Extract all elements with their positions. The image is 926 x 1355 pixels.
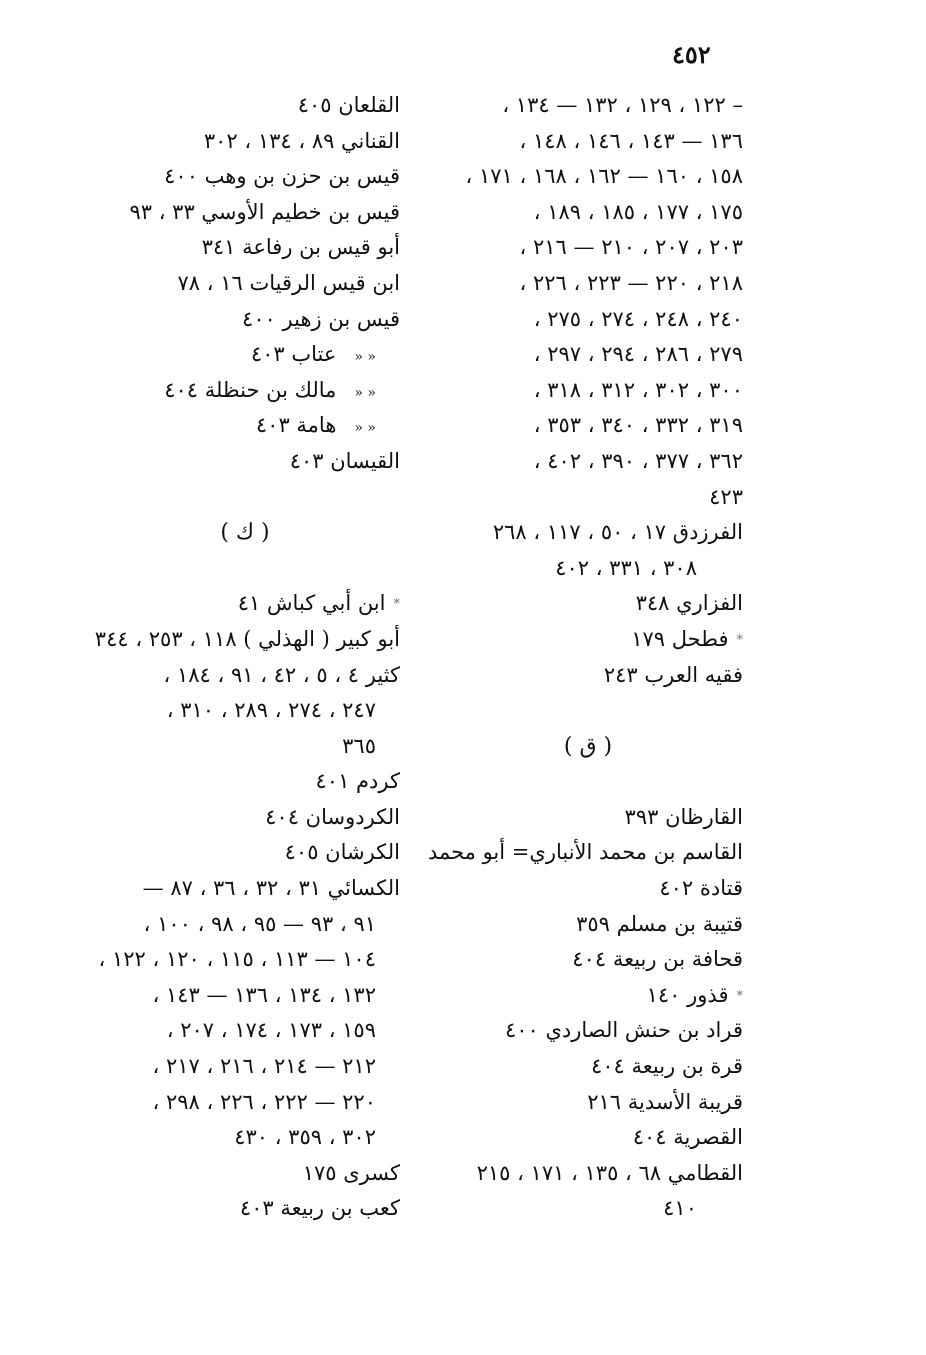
index-entry	[90, 195, 400, 231]
index-entry	[90, 1049, 400, 1085]
entry-text: أبو كبير ( الهذلي ) ١١٨ ، ٢٥٣ ، ٣٤٤	[94, 626, 400, 651]
blank-line	[90, 551, 400, 587]
entry-text: ٣٦٢ ، ٣٧٧ ، ٣٩٠ ، ٤٠٢ ،	[533, 448, 743, 473]
entry-text: ٩١ ، ٩٣ — ٩٥ ، ٩٨ ، ١٠٠ ،	[143, 911, 376, 936]
index-entry	[433, 1191, 743, 1227]
entry-text: القاسم بن محمد الأنباري= أبو محمد	[427, 840, 743, 865]
index-entry	[433, 586, 743, 622]
entry-text: قراد بن حنش الصاردي ٤٠٠	[504, 1018, 743, 1043]
ditto-mark: « «	[354, 384, 376, 401]
index-entry	[90, 444, 400, 480]
entry-text: ١٣٢ ، ١٣٤ ، ١٣٦ — ١٤٣ ،	[152, 982, 376, 1007]
entry-text: قتيبة بن مسلم ٣٥٩	[576, 911, 743, 936]
entry-text: ٢٢٠ — ٢٢٢ ، ٢٢٦ ، ٢٩٨ ،	[152, 1089, 376, 1114]
entry-text: فطحل ١٧٩	[631, 626, 729, 651]
entry-text: ابن أبي كباش ٤١	[237, 591, 386, 616]
index-entry	[433, 266, 743, 302]
entry-text: الكرشان ٤٠٥	[284, 840, 400, 865]
entry-text: ١٣٦ — ١٤٣ ، ١٤٦ ، ١٤٨ ،	[519, 128, 743, 153]
blank-line	[90, 480, 400, 516]
index-entry	[90, 658, 400, 694]
entry-text: كردم ٤٠١	[315, 769, 400, 794]
entry-text: ٢١٨ ، ٢٢٠ — ٢٢٣ ، ٢٢٦ ،	[519, 270, 743, 295]
entry-text: ٣٠٠ ، ٣٠٢ ، ٣١٢ ، ٣١٨ ،	[533, 377, 743, 402]
entry-text: قيس بن حزن بن وهب ٤٠٠	[164, 164, 400, 189]
index-entry	[90, 764, 400, 800]
index-entry	[90, 907, 400, 943]
entry-text: ( ق )	[563, 733, 613, 759]
index-entry	[90, 373, 400, 409]
entry-text: القطامي ٦٨ ، ١٣٥ ، ١٧١ ، ٢١٥	[476, 1160, 743, 1185]
entry-text: قتادة ٤٠٢	[659, 876, 743, 901]
entry-text: ١٥٩ ، ١٧٣ ، ١٧٤ ، ٢٠٧ ،	[166, 1018, 376, 1043]
index-entry	[90, 800, 400, 836]
ditto-mark: « «	[354, 420, 376, 437]
blank-line	[433, 764, 743, 800]
entry-text: – ١٢٢ ، ١٢٩ ، ١٣٢ — ١٣٤ ،	[502, 93, 743, 117]
index-entry	[433, 337, 743, 373]
index-entry	[433, 800, 743, 836]
index-entry	[90, 88, 400, 124]
letter-section-heading	[433, 729, 743, 765]
index-entry	[90, 337, 400, 373]
index-entry	[433, 408, 743, 444]
index-entry	[433, 480, 743, 516]
index-entry	[433, 302, 743, 338]
entry-text: فقيه العرب ٢٤٣	[603, 662, 743, 687]
index-entry	[433, 978, 743, 1014]
ditto-mark: « «	[354, 349, 376, 366]
left-index-column	[90, 88, 400, 1227]
asterisk-mark: *	[393, 597, 400, 613]
entry-text: قيس بن خطيم الأوسي ٣٣ ، ٩٣	[129, 199, 400, 224]
entry-text: ١٠٤ — ١١٣ ، ١١٥ ، ١٢٠ ، ١٢٢ ،	[98, 947, 376, 972]
entry-text: ٣٠٢ ، ٣٥٩ ، ٤٣٠	[234, 1125, 376, 1150]
entry-text: ( ك )	[220, 520, 270, 546]
index-entry	[90, 266, 400, 302]
entry-text: ٢٠٣ ، ٢٠٧ ، ٢١٠ — ٢١٦ ،	[519, 235, 743, 260]
entry-text: كثير ٤ ، ٥ ، ٤٢ ، ٩١ ، ١٨٤ ،	[163, 662, 400, 687]
entry-text: مالك بن حنظلة ٤٠٤	[164, 377, 337, 402]
index-entry	[90, 622, 400, 658]
index-entry	[90, 942, 400, 978]
entry-text: كسرى ١٧٥	[302, 1160, 400, 1185]
entry-text: ٢١٢ — ٢١٤ ، ٢١٦ ، ٢١٧ ،	[152, 1054, 376, 1079]
index-entry	[90, 159, 400, 195]
index-entry	[90, 586, 400, 622]
right-index-column	[427, 88, 743, 1227]
index-entry	[90, 1013, 400, 1049]
index-entry	[433, 373, 743, 409]
index-entry	[433, 1013, 743, 1049]
entry-text: ٢٤٠ ، ٢٤٨ ، ٢٧٤ ، ٢٧٥ ،	[533, 306, 743, 331]
entry-text: الفزاري ٣٤٨	[635, 591, 743, 616]
entry-text: ٣١٩ ، ٣٣٢ ، ٣٤٠ ، ٣٥٣ ،	[533, 413, 743, 438]
entry-text: الكسائي ٣١ ، ٣٢ ، ٣٦ ، ٨٧ —	[142, 876, 400, 901]
index-entry	[433, 230, 743, 266]
index-entry	[90, 1191, 400, 1227]
entry-text: ٤٢٣	[709, 484, 743, 509]
index-entry	[433, 658, 743, 694]
entry-text: ١٥٨ ، ١٦٠ — ١٦٢ ، ١٦٨ ، ١٧١ ،	[465, 164, 743, 189]
index-entry	[90, 408, 400, 444]
page-number: ٤٥٢	[672, 40, 711, 69]
entry-text: قريبة الأسدية ٢١٦	[587, 1089, 743, 1114]
entry-text: ٢٧٩ ، ٢٨٦ ، ٢٩٤ ، ٢٩٧ ،	[533, 342, 743, 367]
entry-text: ٣٠٨ ، ٣٣١ ، ٤٠٢	[555, 555, 697, 580]
entry-text: كعب بن ربيعة ٤٠٣	[239, 1196, 400, 1221]
entry-text: ابن قيس الرقيات ١٦ ، ٧٨	[177, 270, 400, 295]
index-entry	[90, 124, 400, 160]
index-entry	[433, 871, 743, 907]
index-entry	[433, 1120, 743, 1156]
entry-text: القصرية ٤٠٤	[632, 1125, 743, 1150]
entry-text: القلعان ٤٠٥	[297, 93, 400, 117]
entry-text: الفرزدق ١٧ ، ٥٠ ، ١١٧ ، ٢٦٨	[492, 520, 743, 545]
index-entry	[427, 835, 743, 871]
index-entry	[90, 230, 400, 266]
entry-text: عتاب ٤٠٣	[250, 342, 337, 367]
index-entry	[90, 1156, 400, 1192]
index-entry	[433, 195, 743, 231]
entry-text: أبو قيس بن رفاعة ٣٤١	[201, 235, 400, 260]
entry-text: قيس بن زهير ٤٠٠	[242, 306, 400, 331]
index-entry	[433, 124, 743, 160]
index-entry	[90, 729, 400, 765]
letter-section-heading	[90, 515, 400, 551]
entry-text: قذور ١٤٠	[646, 982, 729, 1007]
entry-text: ١٧٥ ، ١٧٧ ، ١٨٥ ، ١٨٩ ،	[533, 199, 743, 224]
index-entry	[433, 444, 743, 480]
index-entry	[90, 978, 400, 1014]
index-entry	[90, 835, 400, 871]
entry-text: هامة ٤٠٣	[255, 413, 337, 438]
entry-text: القناني ٨٩ ، ١٣٤ ، ٣٠٢	[203, 128, 400, 153]
index-entry	[433, 88, 743, 124]
index-entry	[433, 1049, 743, 1085]
entry-text: القيسان ٤٠٣	[289, 448, 400, 473]
index-entry	[433, 159, 743, 195]
index-entry	[90, 302, 400, 338]
index-entry	[433, 907, 743, 943]
asterisk-mark: *	[736, 988, 743, 1004]
blank-line	[433, 693, 743, 729]
index-entry	[433, 942, 743, 978]
entry-text: قرة بن ربيعة ٤٠٤	[590, 1054, 743, 1079]
index-entry	[90, 871, 400, 907]
entry-text: ٤١٠	[663, 1196, 697, 1221]
entry-text: ٣٦٥	[342, 733, 376, 758]
index-entry	[90, 1085, 400, 1121]
index-entry	[433, 515, 743, 551]
entry-text: الكردوسان ٤٠٤	[265, 804, 400, 829]
index-entry	[90, 693, 400, 729]
index-entry	[433, 551, 743, 587]
asterisk-mark: *	[736, 632, 743, 648]
index-entry	[433, 1085, 743, 1121]
index-entry	[433, 1156, 743, 1192]
index-entry	[433, 622, 743, 658]
entry-text: قحافة بن ربيعة ٤٠٤	[572, 947, 743, 972]
entry-text: ٢٤٧ ، ٢٧٤ ، ٢٨٩ ، ٣١٠ ،	[166, 698, 376, 723]
index-entry	[90, 1120, 400, 1156]
entry-text: القارظان ٣٩٣	[624, 804, 743, 829]
